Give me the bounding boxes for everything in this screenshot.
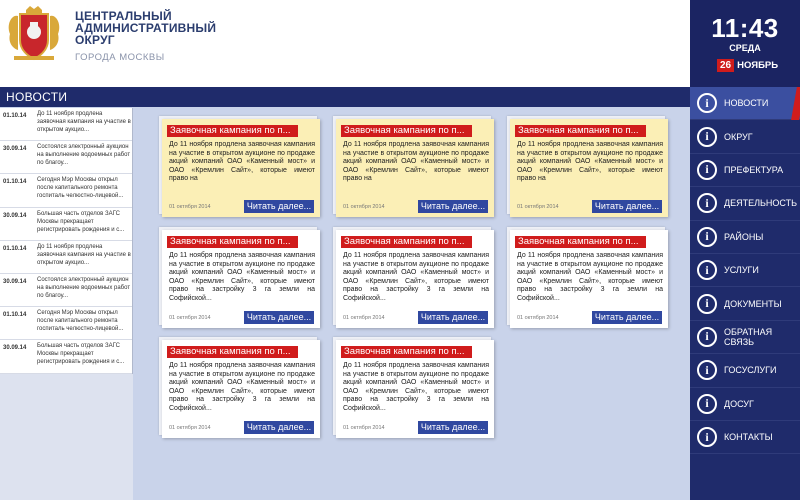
list-item-text: Сегодня Мэр Москвы открыл после капитального ремонта госпиталь челюстно-лицевой... bbox=[37, 177, 124, 200]
list-item[interactable] bbox=[0, 307, 132, 340]
info-icon: i bbox=[697, 294, 717, 314]
nav-item-news[interactable] bbox=[690, 87, 800, 120]
read-more-button[interactable]: Читать далее... bbox=[592, 311, 662, 324]
card-date: 01 октября 2014 bbox=[169, 204, 211, 210]
list-item-date: 30.09.14 bbox=[3, 212, 27, 219]
nav-item-label: ДОКУМЕНТЫ bbox=[724, 298, 782, 309]
nav-item-label: КОНТАКТЫ bbox=[724, 432, 773, 443]
info-icon: i bbox=[697, 394, 717, 414]
nav-item-label: ПРЕФЕКТУРА bbox=[724, 164, 784, 175]
read-more-button[interactable]: Читать далее... bbox=[418, 421, 488, 434]
info-icon: i bbox=[697, 93, 717, 113]
org-title-line1: ЦЕНТРАЛЬНЫЙ bbox=[75, 9, 172, 23]
card-title: Заявочная кампания по п... bbox=[167, 236, 298, 248]
nav-item-district[interactable] bbox=[690, 120, 800, 153]
card-text: До 11 ноября продлена заявочная кампания на участие в открытом аукционе по продаже акций компаний ОАО «Каменный мост» и ОАО «Кремлин Сайт», которые имеют право на застройку 3 га земли на Софийской... bbox=[169, 362, 315, 412]
info-icon: i bbox=[697, 193, 717, 213]
clock-weekday: СРЕДА bbox=[729, 43, 761, 53]
news-card[interactable] bbox=[162, 119, 320, 217]
coat-of-arms-icon bbox=[4, 4, 64, 64]
list-item[interactable] bbox=[0, 174, 132, 207]
list-item-text: До 11 ноября продлена заявочная кампания на участие в открытом аукцио... bbox=[37, 111, 131, 133]
list-item-date: 30.09.14 bbox=[3, 345, 27, 352]
info-icon: i bbox=[697, 360, 717, 380]
card-date: 01 октября 2014 bbox=[517, 204, 559, 210]
org-title bbox=[75, 10, 216, 46]
list-item-text: До 11 ноября продлена заявочная кампания на участие в открытом аукцио... bbox=[37, 243, 131, 266]
news-section-header bbox=[0, 87, 690, 107]
list-item-text: Сегодня Мэр Москвы открыл после капитального ремонта госпиталь челюстно-лицевой... bbox=[37, 310, 124, 333]
read-more-button[interactable]: Читать далее... bbox=[244, 311, 314, 324]
info-icon: i bbox=[697, 127, 717, 147]
nav-item-label: ДЕЯТЕЛЬНОСТЬ bbox=[724, 198, 798, 209]
card-title: Заявочная кампания по п... bbox=[341, 236, 472, 248]
news-card[interactable] bbox=[336, 340, 494, 438]
clock-time: 11:43 bbox=[711, 13, 779, 43]
nav-item-districts[interactable] bbox=[690, 221, 800, 254]
card-title: Заявочная кампания по п... bbox=[341, 125, 472, 137]
clock-month: НОЯБРЬ bbox=[737, 60, 779, 71]
list-item-date: 30.09.14 bbox=[3, 146, 27, 153]
list-item[interactable] bbox=[0, 208, 132, 241]
list-item-text: Большая часть отделов ЗАГС Москвы прекращает регистрировать рождения и с... bbox=[37, 343, 125, 366]
clock-widget bbox=[690, 0, 800, 87]
card-title: Заявочная кампания по п... bbox=[167, 346, 298, 358]
main-nav bbox=[690, 87, 800, 454]
nav-item-gov-services[interactable] bbox=[690, 354, 800, 387]
sidebar-background bbox=[0, 374, 133, 500]
nav-item-prefecture[interactable] bbox=[690, 154, 800, 187]
info-icon: i bbox=[697, 327, 717, 347]
news-section-title: НОВОСТИ bbox=[6, 90, 68, 104]
card-date: 01 октября 2014 bbox=[343, 204, 385, 210]
read-more-button[interactable]: Читать далее... bbox=[418, 200, 488, 213]
info-icon: i bbox=[697, 227, 717, 247]
card-text: До 11 ноября продлена заявочная кампания на участие в открытом аукционе по продаже акций компаний ОАО «Каменный мост» и ОАО «Кремлин Сайт», которые имеют право на bbox=[517, 141, 663, 183]
nav-item-label: ОБРАТНАЯ СВЯЗЬ bbox=[724, 326, 773, 347]
news-card[interactable] bbox=[336, 230, 494, 328]
list-item-text: Состоялся электронный аукцион на выполнение водоемных работ по благоу... bbox=[37, 144, 131, 167]
list-item-text: Состоялся электронный аукцион на выполнение водоемных работ по благоу... bbox=[37, 276, 131, 299]
nav-item-contacts[interactable] bbox=[690, 421, 800, 454]
card-title: Заявочная кампания по п... bbox=[341, 346, 472, 358]
list-item[interactable] bbox=[0, 108, 132, 141]
clock-date bbox=[717, 59, 778, 72]
nav-item-services[interactable] bbox=[690, 254, 800, 287]
info-icon: i bbox=[697, 427, 717, 447]
right-panel bbox=[690, 0, 800, 500]
card-title: Заявочная кампания по п... bbox=[515, 236, 646, 248]
card-text: До 11 ноября продлена заявочная кампания на участие в открытом аукционе по продаже акций компаний ОАО «Каменный мост» и ОАО «Кремлин Сайт», которые имеют право на застройку 3 га земли на Софийской... bbox=[517, 252, 663, 302]
list-item[interactable] bbox=[0, 241, 132, 274]
list-item-date: 30.09.14 bbox=[3, 278, 27, 285]
header bbox=[0, 0, 690, 87]
card-text: До 11 ноября продлена заявочная кампания на участие в открытом аукционе по продаже акций компаний ОАО «Каменный мост» и ОАО «Кремлин Сайт», которые имеют право на застройку 3 га земли на Софийской... bbox=[169, 252, 315, 302]
news-card[interactable] bbox=[510, 119, 668, 217]
read-more-button[interactable]: Читать далее... bbox=[418, 311, 488, 324]
read-more-button[interactable]: Читать далее... bbox=[592, 200, 662, 213]
nav-item-leisure[interactable] bbox=[690, 388, 800, 421]
list-item-date: 01.10.14 bbox=[3, 312, 27, 319]
news-card[interactable] bbox=[162, 230, 320, 328]
info-icon: i bbox=[697, 160, 717, 180]
read-more-button[interactable]: Читать далее... bbox=[244, 421, 314, 434]
card-text: До 11 ноября продлена заявочная кампания на участие в открытом аукционе по продаже акций компаний ОАО «Каменный мост» и ОАО «Кремлин Сайт», которые имеют право на застройку 3 га земли на Софийской... bbox=[343, 362, 489, 412]
card-date: 01 октября 2014 bbox=[169, 315, 211, 321]
card-text: До 11 ноября продлена заявочная кампания на участие в открытом аукционе по продаже акций компаний ОАО «Каменный мост» и ОАО «Кремлин Сайт», которые имеют право на bbox=[343, 141, 489, 183]
news-card[interactable] bbox=[510, 230, 668, 328]
card-text: До 11 ноября продлена заявочная кампания на участие в открытом аукционе по продаже акций компаний ОАО «Каменный мост» и ОАО «Кремлин Сайт», которые имеют право на застройку 3 га земли на Софийской... bbox=[343, 252, 489, 302]
nav-item-label: РАЙОНЫ bbox=[724, 231, 764, 242]
nav-item-label: ГОСУСЛУГИ bbox=[724, 365, 777, 376]
nav-item-label: УСЛУГИ bbox=[724, 265, 759, 276]
card-title: Заявочная кампания по п... bbox=[515, 125, 646, 137]
nav-item-label: НОВОСТИ bbox=[724, 98, 769, 109]
list-item[interactable] bbox=[0, 340, 132, 373]
clock-day: 26 bbox=[717, 59, 734, 72]
nav-item-label: ОКРУГ bbox=[724, 131, 753, 142]
card-date: 01 октября 2014 bbox=[343, 315, 385, 321]
news-card[interactable] bbox=[162, 340, 320, 438]
list-item-date: 01.10.14 bbox=[3, 245, 27, 252]
org-title-line2: АДМИНИСТРАТИВНЫЙ bbox=[75, 21, 217, 35]
nav-item-activity[interactable] bbox=[690, 187, 800, 220]
card-text: До 11 ноября продлена заявочная кампания на участие в открытом аукционе по продаже акций компаний ОАО «Каменный мост» и ОАО «Кремлин Сайт», которые имеют право на bbox=[169, 141, 315, 183]
card-date: 01 октября 2014 bbox=[169, 425, 211, 431]
nav-item-feedback[interactable] bbox=[690, 321, 800, 354]
info-icon: i bbox=[697, 260, 717, 280]
list-item-date: 01.10.14 bbox=[3, 113, 27, 119]
nav-item-label: ДОСУГ bbox=[724, 398, 754, 409]
org-title-line3: ОКРУГ bbox=[75, 33, 115, 47]
nav-item-documents[interactable] bbox=[690, 287, 800, 320]
list-item-date: 01.10.14 bbox=[3, 179, 27, 186]
read-more-button[interactable]: Читать далее... bbox=[244, 200, 314, 213]
news-card[interactable] bbox=[336, 119, 494, 217]
card-date: 01 октября 2014 bbox=[517, 315, 559, 321]
card-title: Заявочная кампания по п... bbox=[167, 125, 298, 137]
card-date: 01 октября 2014 bbox=[343, 425, 385, 431]
list-item-text: Большая часть отделов ЗАГС Москвы прекращает регистрировать рождения и с... bbox=[37, 210, 125, 233]
list-item[interactable] bbox=[0, 274, 132, 307]
org-subtitle: ГОРОДА МОСКВЫ bbox=[75, 52, 165, 63]
news-list bbox=[0, 108, 133, 374]
list-item[interactable] bbox=[0, 141, 132, 174]
